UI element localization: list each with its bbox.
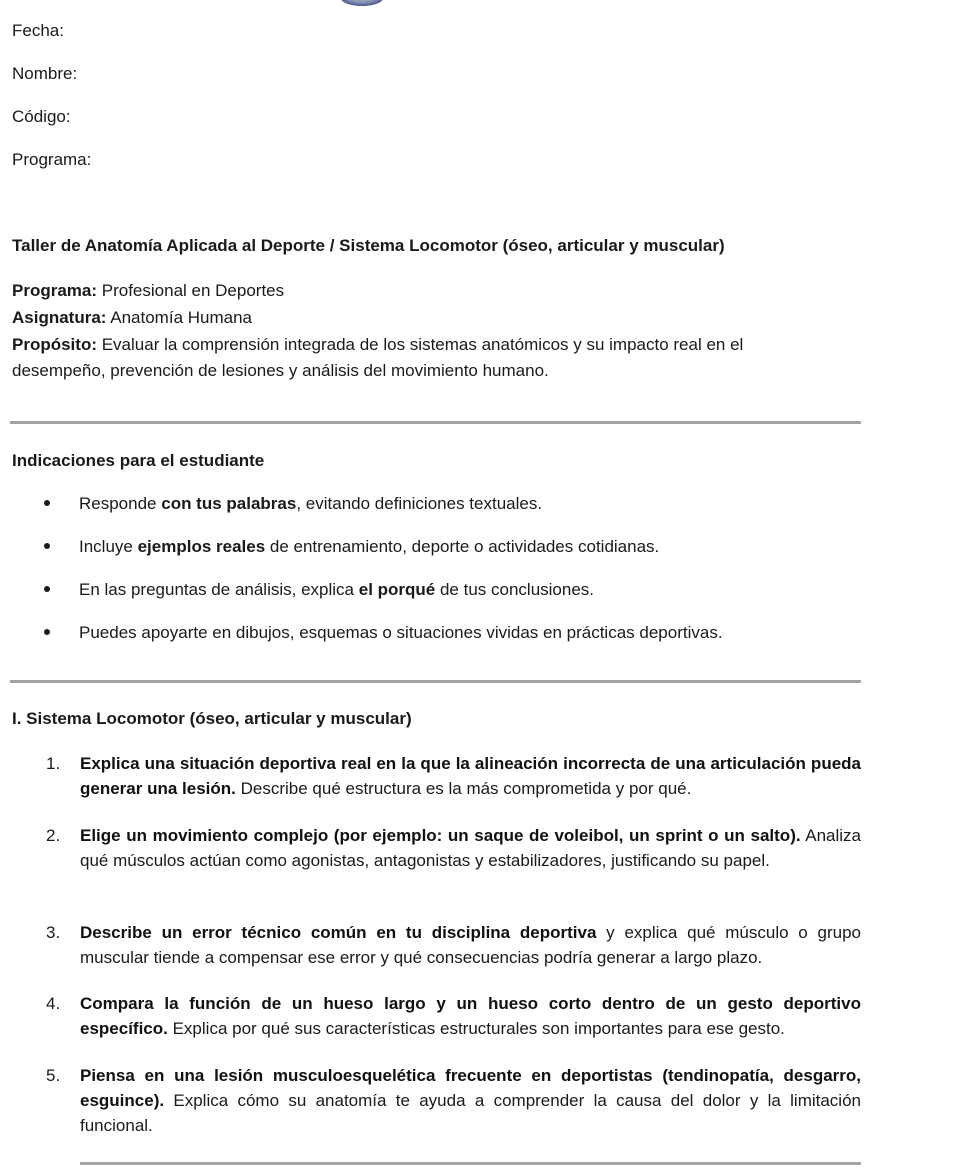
bullet-icon	[44, 500, 50, 506]
divider	[10, 680, 861, 683]
bullet-icon	[44, 586, 50, 592]
meta-proposito-value-line1: Evaluar la comprensión integrada de los sistemas anatómicos y su impacto real en el	[97, 335, 744, 354]
codigo-label: Código:	[12, 107, 71, 126]
question-item: 4. Compara la función de un hueso largo y un hueso corto dentro de un gesto deportivo específico. Explica por qué sus características estructurales son importantes para ese gesto.	[46, 991, 861, 1041]
programa-field-label: Programa:	[12, 150, 92, 169]
meta-proposito-line2: desempeño, prevención de lesiones y análisis del movimiento humano.	[12, 361, 549, 380]
instruction-item: Puedes apoyarte en dibujos, esquemas o situaciones vividas en prácticas deportivas.	[44, 623, 723, 643]
instruction-item: En las preguntas de análisis, explica el porqué de tus conclusiones.	[44, 580, 594, 600]
divider	[10, 421, 861, 424]
meta-asignatura	[12, 308, 252, 328]
question-item: 1. Explica una situación deportiva real en la que la alineación incorrecta de una articulación pueda generar una lesión. Describe qué estructura es la más comprometida y por qué.	[46, 751, 861, 801]
meta-programa	[12, 281, 284, 301]
question-number: 5.	[46, 1066, 61, 1085]
divider	[80, 1162, 861, 1165]
instruction-item: Responde con tus palabras, evitando definiciones textuales.	[44, 494, 542, 514]
fecha-label: Fecha:	[12, 21, 64, 40]
question-number: 2.	[46, 826, 61, 845]
nombre-label: Nombre:	[12, 64, 78, 83]
meta-asignatura-label: Asignatura:	[12, 308, 107, 327]
question-number: 4.	[46, 994, 61, 1013]
question-number: 1.	[46, 754, 61, 773]
bullet-icon	[44, 543, 50, 549]
meta-proposito	[12, 335, 743, 355]
question-item: 5. Piensa en una lesión musculoesquelética frecuente en deportistas (tendinopatía, desgarro, esguince). Explica cómo su anatomía te ayuda a comprender la causa del dolor y la limitación funcional.	[46, 1063, 861, 1138]
question-item: 2. Elige un movimiento complejo (por ejemplo: un saque de voleibol, un sprint o un salto). Analiza qué músculos actúan como agonistas, antagonistas y estabilizadores, justificando su papel.	[46, 823, 861, 873]
indicaciones-heading: Indicaciones para el estudiante	[12, 451, 265, 470]
section1-heading: I. Sistema Locomotor (óseo, articular y muscular)	[12, 709, 412, 728]
question-item: 3. Describe un error técnico común en tu disciplina deportiva y explica qué músculo o grupo muscular tiende a compensar ese error y qué consecuencias podría generar a largo plazo.	[46, 920, 861, 970]
question-number: 3.	[46, 923, 61, 942]
instruction-item: Incluye ejemplos reales de entrenamiento, deporte o actividades cotidianas.	[44, 537, 659, 557]
document-title: Taller de Anatomía Aplicada al Deporte / Sistema Locomotor (óseo, articular y muscular)	[12, 236, 725, 255]
institution-logo	[338, 0, 386, 6]
bullet-icon	[44, 629, 50, 635]
meta-proposito-label: Propósito:	[12, 335, 97, 354]
meta-programa-value: Profesional en Deportes	[97, 281, 285, 300]
meta-programa-label: Programa:	[12, 281, 98, 300]
meta-asignatura-value: Anatomía Humana	[106, 308, 252, 327]
